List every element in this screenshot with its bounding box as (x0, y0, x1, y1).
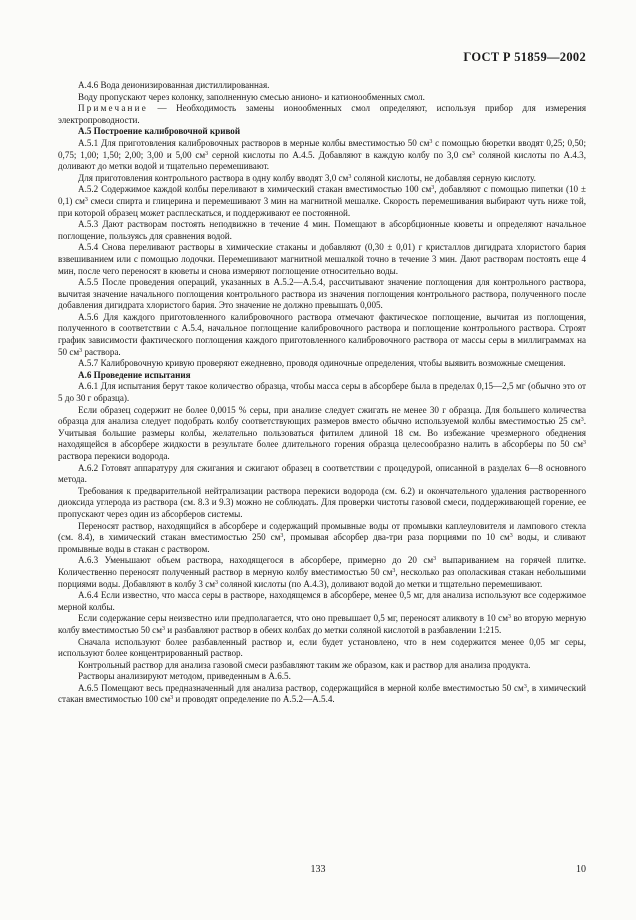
text: , добавляют с помощью пипетки (10 ± 0,1) см (58, 184, 586, 206)
text: , в химический стакан вместимостью 100 см (58, 682, 586, 705)
text: и проводят определение по А.5.2—А.5.4. (173, 694, 335, 705)
superscript: 3 (431, 185, 435, 192)
superscript: 3 (509, 533, 513, 540)
text: А.5.2 Содержимое каждой колбы переливают в химический стакан вместимостью 100 см (78, 184, 432, 195)
paragraph (58, 613, 586, 636)
superscript: 3 (161, 625, 165, 632)
text: с помощью бюретки вводят 0,25; 0,50; 0,75; 1,00; 1,50; 2,00; 3,00 и 5,00 см (58, 137, 586, 160)
paragraph (58, 555, 586, 590)
paragraph (58, 184, 586, 219)
paragraph (58, 683, 586, 706)
text: А.6.4 Если известно, что масса серы в растворе, находящемся в абсорбере, менее 0,5 мг, для анализа используют все содержимое мерной колбы. (58, 590, 586, 612)
text: Если образец содержит не более 0,0015 % серы, при анализе следует сжигать не менее 30 г образца. Для большего количества образца для анализа следует подобрать колбу соответствующих размеров вместо обычно используемой колбы вместимостью 25 см (58, 404, 586, 427)
paragraph (58, 405, 586, 463)
text: А.6.3 Уменьшают объем раствора, находящегося в абсорбере, примерно до 20 см (78, 555, 434, 566)
note-paragraph (58, 103, 586, 126)
section-heading (58, 126, 586, 138)
text: А.5.4 Снова переливают растворы в химические стаканы и добавляют (0,30 ± 0,01) г кристаллов дигидрата хлористого бария взвешиванием или с помощью лодочки. Перемешивают магнитной мешалкой точно в течение 3 мин. Дают растворам постоять еще 4 мин, после чего переносят в кюветы и снова измеряют поглощение относительно воды. (58, 242, 586, 276)
paragraph (58, 173, 586, 185)
paragraph (58, 242, 586, 277)
superscript: 3 (348, 173, 352, 180)
text: , несколько раз ополаскивая стакан небольшими порциями воды. Добавляют в колбу 3 см (58, 566, 586, 589)
paragraph (58, 219, 586, 242)
text: во вторую мерную колбу вместимостью 50 см (58, 613, 586, 635)
text: А.5.7 Калибровочную кривую проверяют ежедневно, проводя одиночные определения, чтобы выявить возможные смещения. (78, 358, 566, 369)
text: Растворы анализируют методом, приведенным в А.6.5. (78, 671, 291, 682)
text: Если содержание серы неизвестно или предполагается, что оно превышает 0,5 мг, переносят аликвоту в 10 см (78, 613, 508, 624)
superscript: 3 (280, 533, 284, 540)
document-standard-id: ГОСТ Р 51859—2002 (463, 50, 586, 64)
page-number: 133 (310, 864, 326, 875)
text: и разбавляют раствор в обеих колбах до метки соляной кислотой в разбавлении 1:215. (164, 624, 502, 635)
text: — Необходимость замены ионообменных смол определяют, используя прибор для измерения электропроводности. (58, 103, 586, 125)
paragraph (58, 80, 586, 92)
text: соляной кислоты по А.4.3, доливают до метки водой и тщательно перемешивают. (58, 149, 586, 172)
text: Для приготовления контрольного раствора в одну колбу вводят 3,0 см (78, 172, 349, 183)
superscript: 3 (205, 150, 209, 157)
paragraph (58, 138, 586, 173)
paragraph (58, 277, 586, 312)
text: А.5.6 Для каждого приготовленного калибровочного раствора отмечают фактическое поглощение, вычитая из поглощения, полученного в соответствии с А.5.4, начальное поглощение калибровочного раствора и поглощение контрольного раствора. Строят график зависимости фактического поглощения каждого приготовленного калибровочного раствора от массы серы в миллиграммах на 50 см (58, 311, 586, 357)
paragraph (58, 358, 586, 370)
text: А.6.1 Для испытания берут такое количество образца, чтобы масса серы в абсорбере была в пределах 0,15—2,5 мг (обычно это от 5 до 30 г образца). (58, 381, 586, 404)
superscript: 3 (392, 567, 396, 574)
section-heading (58, 370, 586, 382)
text: серной кислоты по А.4.5. Добавляют в каждую колбу по 3,0 см (208, 149, 472, 160)
text: Сначала используют более разбавленный раствор и, если будет установлено, что в нем содержится менее 0,05 мг серы, используют более концентрированный раствор. (58, 636, 586, 659)
paragraph (58, 92, 586, 104)
text: раствора перекиси водорода. (58, 451, 170, 461)
text: соляной кислоты, не добавляя серную кислоту. (351, 172, 536, 183)
document-body (58, 80, 586, 706)
paragraph (58, 637, 586, 660)
text: . Учитывая большие размеры колбы, желательно пользоваться фитилем длиной 18 см. Во избежание чрезмерного обеднения находящейся в абсорбере жидкости в результате более длительного горения образца целесообразно налить в абсорберы по 50 см (58, 416, 586, 450)
text: А.5.1 Для приготовления калибровочных растворов в мерные колбы вместимостью 50 см (78, 137, 430, 148)
text: воды, и сливают промывные воды в стакан с раствором. (58, 532, 586, 554)
superscript: 3 (79, 347, 83, 354)
paragraph (58, 463, 586, 486)
text: Воду пропускают через колонку, заполненную смесью анионо- и катионообменных смол. (78, 91, 425, 102)
text: соляной кислоты (по А.4.3), доливают водой до метки и тщательно перемешивают. (218, 578, 543, 589)
note-label: Примечание (78, 103, 148, 114)
text: А.6.5 Помещают весь предназначенный для анализа раствор, содержащийся в мерной колбе вместимостью 50 см (78, 682, 524, 693)
text: Переносят раствор, находящийся в абсорбере и содержащий промывные воды от промывки каплеуловителя и лампового стекла (см. 8.4), в химический стакан вместимостью 250 см (58, 520, 586, 543)
text: смеси спирта и глицерина и перемешивают 3 мин на магнитной мешалке. Скорость перемешивания выбирают чуть ниже той, при которой образец может расплескаться, и поддерживают ее постоянной. (58, 195, 587, 218)
paragraph (58, 381, 586, 404)
paragraph (58, 671, 586, 683)
paragraph (58, 486, 586, 521)
text: А.5.3 Дают растворам постоять неподвижно в течение 4 мин. Помещают в абсорбционные кюветы и определяют начальное поглощение, пользуясь для сравнения водой. (58, 219, 586, 241)
text: А.5.5 После проведения операций, указанных в А.5.2—А.5.4, рассчитывают значение поглощения для контрольного раствора, вычитая значение начального поглощения контрольного раствора из значения поглощения контрольного раствора, полученного после добавления дигидрата хлористого бария. Это значение не должно превышать 0,005. (58, 277, 586, 311)
superscript: 3 (507, 614, 511, 621)
text: , промывая абсорбер два-три раза порциями по 10 см (283, 532, 510, 543)
superscript: 3 (215, 579, 218, 586)
text: А.4.6 Вода деионизированная дистиллированная. (78, 80, 270, 90)
superscript: 3 (583, 440, 586, 447)
paragraph (58, 590, 586, 613)
paragraph (58, 312, 586, 358)
text: выпариванием на горячей плитке. Количественно переносят полученный раствор в мерную колбу вместимостью 50 см (58, 555, 586, 577)
text: Требования к предварительной нейтрализации раствора перекиси водорода (см. 6.2) и окончательного удаления растворенного диоксида углерода из раствора (см. 8.3 и 9.3) можно не соблюдать. Для проверки чистоты газовой смеси, поддерживающей горение, ее пропускают через один из абсорберов системы. (58, 485, 586, 519)
superscript: 3 (580, 417, 584, 424)
text: А.6.2 Готовят аппаратуру для сжигания и сжигают образец в соответствии с процедурой, описанной в разделах 6—8 основного метода. (58, 462, 586, 485)
text: Контрольный раствор для анализа газовой смеси разбавляют таким же образом, как и раствор для анализа продукта. (78, 659, 531, 670)
superscript: 3 (523, 683, 527, 690)
heading-text: А.5 Построение калибровочной кривой (78, 126, 241, 137)
superscript: 3 (84, 196, 88, 203)
heading-text: А.6 Проведение испытания (78, 369, 191, 380)
superscript: 3 (170, 695, 174, 702)
superscript: 3 (471, 150, 475, 157)
superscript: 3 (433, 556, 437, 563)
superscript: 3 (429, 138, 433, 145)
sheet-number: 10 (576, 864, 586, 875)
paragraph (58, 660, 586, 672)
paragraph (58, 521, 586, 556)
text: раствора. (82, 346, 121, 357)
